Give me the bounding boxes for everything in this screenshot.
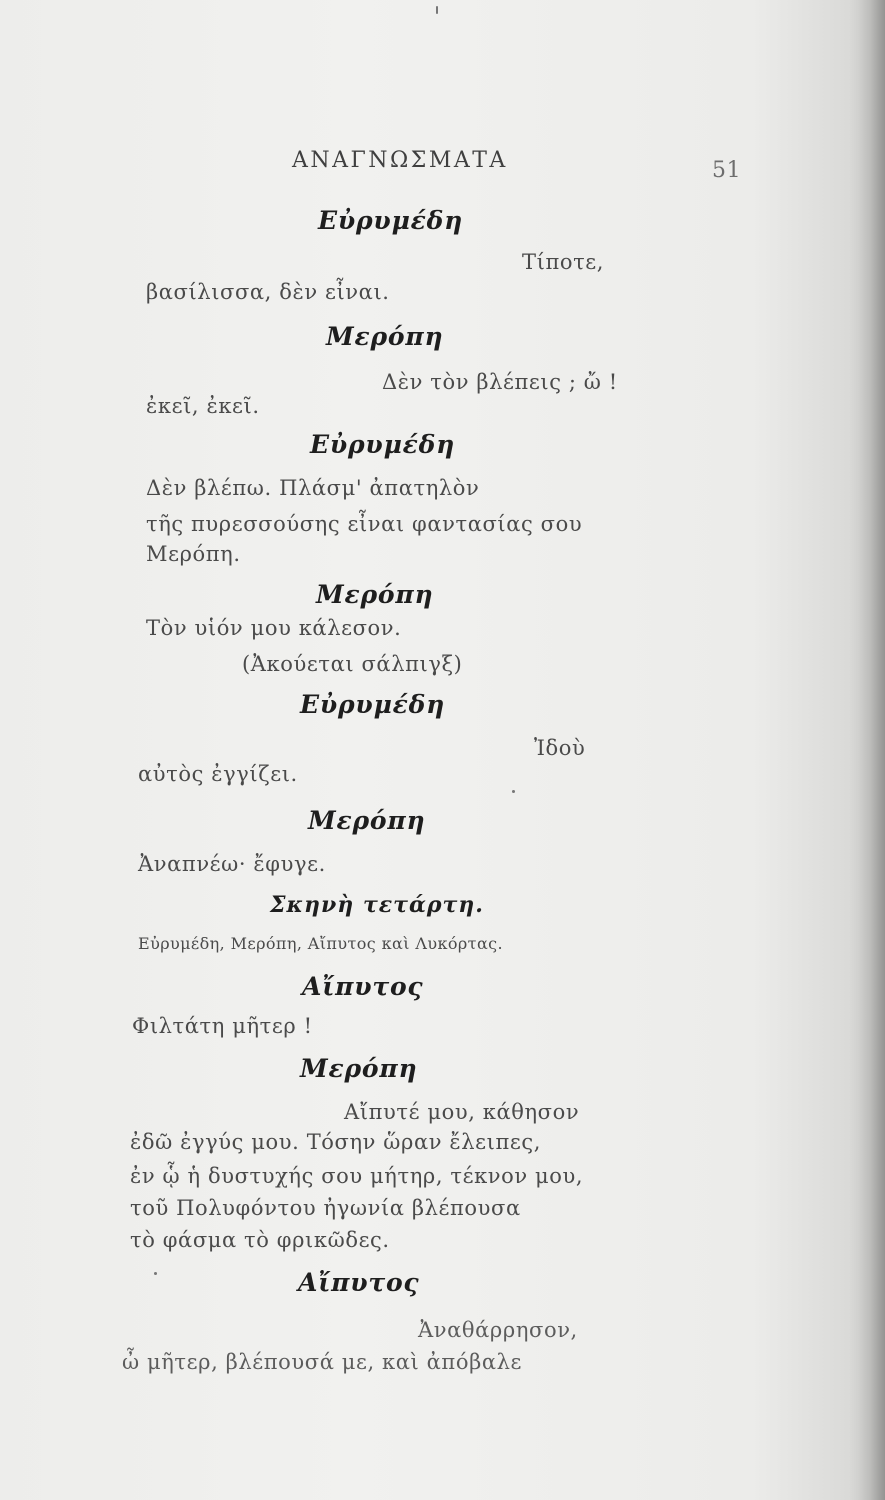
verse-line: Ἀναπνέω· ἔφυγε. <box>138 852 326 876</box>
verse-line: τὸ φάσμα τὸ φρικῶδες. <box>130 1228 390 1252</box>
speaker-name: Εὐρυμέδη <box>300 690 446 719</box>
verse-line: τοῦ Πολυφόντου ἠγωνία βλέπουσα <box>130 1196 521 1220</box>
verse-line: Φιλτάτη μῆτερ ! <box>132 1014 313 1038</box>
print-speck <box>436 6 438 14</box>
stage-direction: (Ἀκούεται σάλπιγξ) <box>242 652 463 676</box>
scene-heading: Σκηνὴ τετάρτη. <box>270 892 484 918</box>
print-speck <box>154 1272 157 1275</box>
verse-line: Τὸν υἱόν μου κάλεσον. <box>146 616 402 640</box>
page-number: 51 <box>712 158 742 183</box>
verse-line: ἐν ᾧ ἡ δυστυχής σου μήτηρ, τέκνον μου, <box>130 1164 584 1188</box>
print-speck <box>512 790 515 793</box>
verse-line: Ἰδοὺ <box>534 736 586 760</box>
verse-line: αὐτὸς ἐγγίζει. <box>138 762 298 786</box>
page-edge-shadow <box>849 0 885 1500</box>
verse-line: ἐκεῖ, ἐκεῖ. <box>146 394 260 418</box>
speaker-name: Αἴπυτος <box>298 1268 420 1297</box>
verse-line: Μερόπη. <box>146 542 241 566</box>
verse-line: Αἴπυτέ μου, κάθησον <box>344 1100 580 1124</box>
speaker-name: Εὐρυμέδη <box>318 206 464 235</box>
verse-line: Τίποτε, <box>522 250 605 274</box>
speaker-name: Μερόπη <box>300 1054 418 1083</box>
speaker-name: Εὐρυμέδη <box>310 430 456 459</box>
verse-line: Δὲν τὸν βλέπεις ; ὤ ! <box>382 370 618 394</box>
running-title: ΑΝΑΓΝΩΣΜΑΤΑ <box>292 148 508 173</box>
verse-line: ὦ μῆτερ, βλέπουσά με, καὶ ἀπόβαλε <box>122 1350 522 1374</box>
cast-list: Εὐρυμέδη, Μερόπη, Αἴπυτος καὶ Λυκόρτας. <box>138 934 503 953</box>
verse-line: βασίλισσα, δὲν εἶναι. <box>146 280 390 304</box>
speaker-name: Αἴπυτος <box>302 972 424 1001</box>
verse-line: Δὲν βλέπω. Πλάσμ' ἀπατηλὸν <box>146 476 480 500</box>
speaker-name: Μερόπη <box>326 322 444 351</box>
verse-line: τῆς πυρεσσούσης εἶναι φαντασίας σου <box>146 512 583 536</box>
verse-line: Ἀναθάρρησον, <box>418 1318 578 1342</box>
speaker-name: Μερόπη <box>316 580 434 609</box>
verse-line: ἐδῶ ἐγγύς μου. Τόσην ὥραν ἔλειπες, <box>130 1130 542 1154</box>
speaker-name: Μερόπη <box>308 806 426 835</box>
